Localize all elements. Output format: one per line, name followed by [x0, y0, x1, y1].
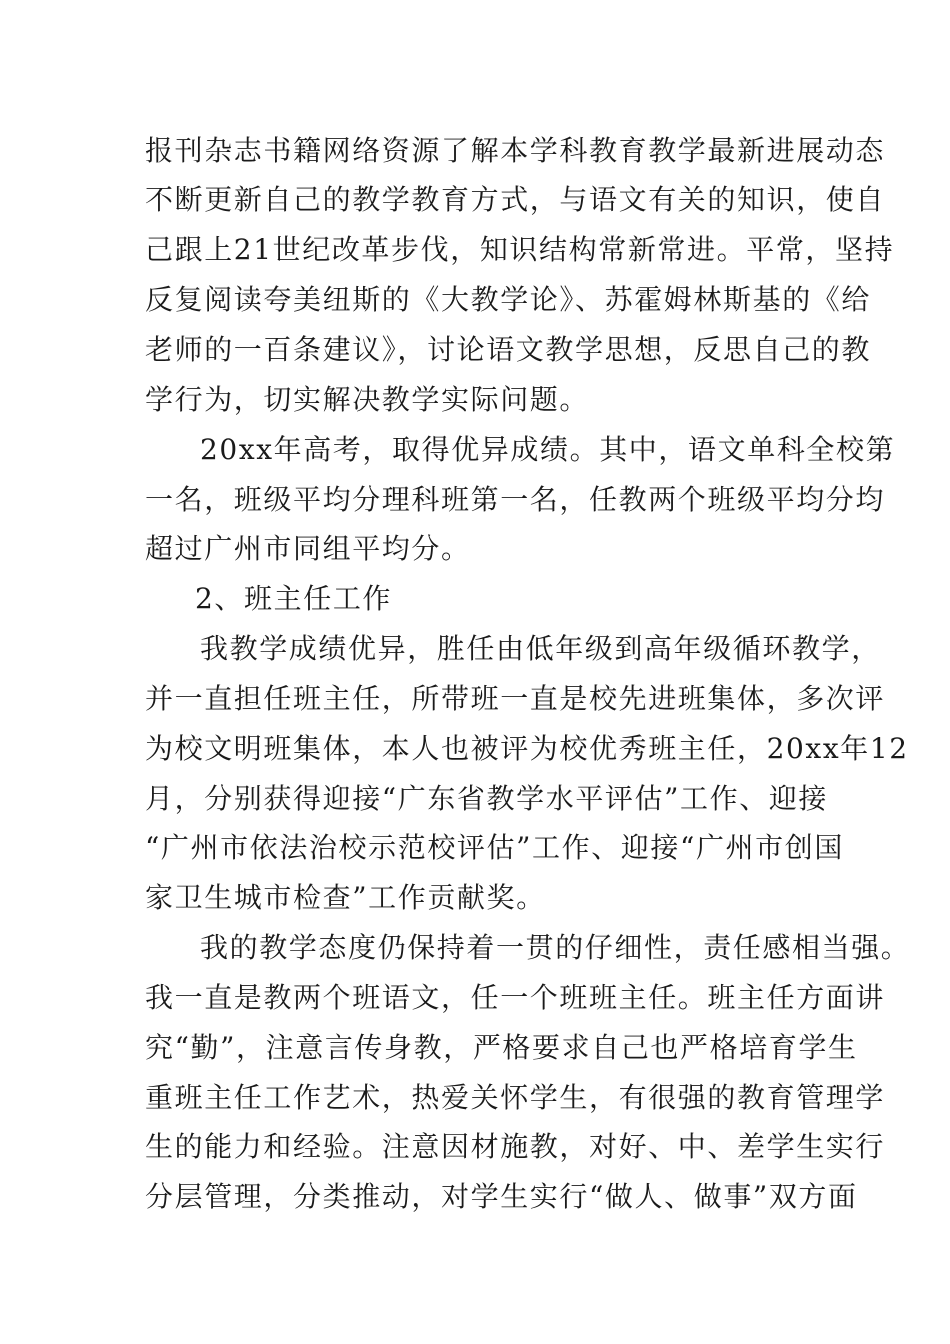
text-line: 月，分别获得迎接“广东省教学水平评估”工作、迎接	[145, 782, 829, 815]
text-line: 一名，班级平均分理科班第一名，任教两个班级平均分均	[145, 483, 886, 516]
section-heading: 2、班主任工作	[195, 582, 393, 615]
text-line: 报刊杂志书籍网络资源了解本学科教育教学最新进展动态	[145, 134, 886, 167]
paragraph-first-line: 20xx年高考，取得优异成绩。其中，语文单科全校第	[200, 433, 896, 466]
text-line: 分层管理，分类推动，对学生实行“做人、做事”双方面	[145, 1180, 858, 1213]
text-line: “广州市依法治校示范校评估”工作、迎接“广州市创国	[145, 831, 844, 864]
text-line: 为校文明班集体，本人也被评为校优秀班主任，20xx年12	[145, 732, 909, 765]
paragraph-first-line: 我教学成绩优异，胜任由低年级到高年级循环教学，	[200, 632, 881, 665]
text-line: 生的能力和经验。注意因材施教，对好、中、差学生实行	[145, 1130, 886, 1163]
text-line: 并一直担任班主任，所带班一直是校先进班集体，多次评	[145, 682, 886, 715]
text-line: 己跟上21世纪改革步伐，知识结构常新常进。平常，坚持	[145, 233, 895, 266]
text-line: 反复阅读夸美纽斯的《大教学论》、苏霍姆林斯基的《给	[145, 283, 872, 316]
text-line: 家卫生城市检查”工作贡献奖。	[145, 881, 546, 914]
text-line: 重班主任工作艺术，热爱关怀学生，有很强的教育管理学	[145, 1081, 886, 1114]
text-line: 不断更新自己的教学教育方式，与语文有关的知识，使自	[145, 183, 886, 216]
text-line: 老师的一百条建议》，讨论语文教学思想，反思自己的教	[145, 333, 872, 366]
text-line: 我一直是教两个班语文，任一个班班主任。班主任方面讲	[145, 981, 886, 1014]
text-line: 究“勤”，注意言传身教，严格要求自己也严格培育学生	[145, 1031, 858, 1064]
paragraph-first-line: 我的教学态度仍保持着一贯的仔细性，责任感相当强。	[200, 931, 911, 964]
text-line: 超过广州市同组平均分。	[145, 532, 471, 565]
text-line: 学行为，切实解决教学实际问题。	[145, 383, 590, 416]
